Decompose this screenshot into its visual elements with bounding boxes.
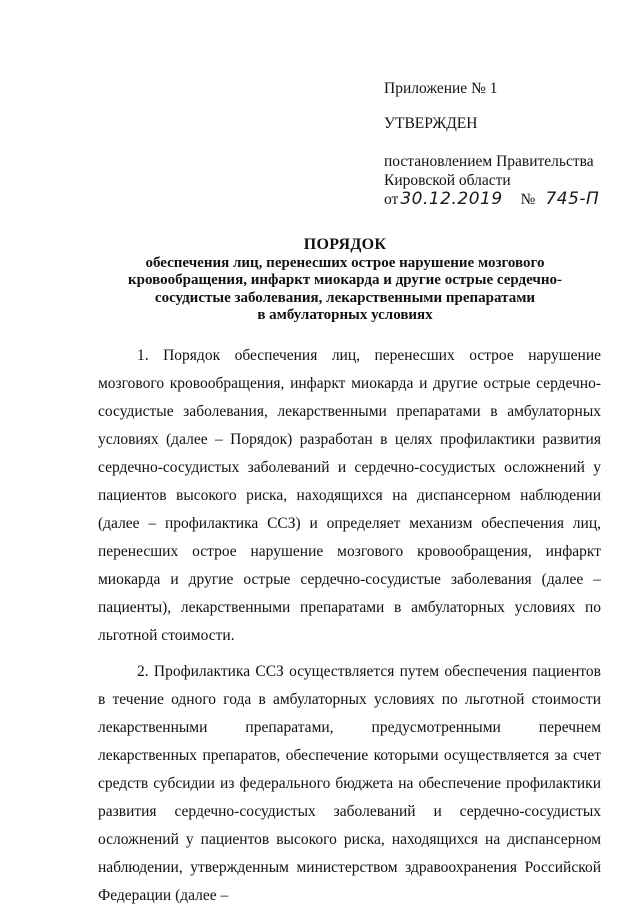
paragraph-2: 2. Профилактика ССЗ осуществляется путем обеспечения пациентов в течение одного года в амбулаторных условиях по льготной стоимости лекарственными препаратами, предусмотренными перечнем лекарственных препаратов, обеспечение которыми осуществляется за счет средств субсидии из федерального бюджета на обеспечение профилактики развития сердечно-сосудистых заболеваний и сердечно-сосудистых осложнений у пациентов высокого риска, находящихся на диспансерном наблюдении, утвержденным министерством здравоохранения Российской Федерации (далее – — [98, 663, 601, 904]
number-label: № — [520, 191, 536, 208]
approval-region-line: Кировской области — [384, 172, 511, 189]
approval-date-line — [384, 190, 624, 209]
approved-label: УТВЕРЖДЕН — [384, 115, 478, 132]
document-heading — [100, 236, 590, 325]
approval-block — [384, 79, 624, 209]
subtitle-line: сосудистые заболевания, лекарственными препаратами — [154, 289, 536, 306]
paragraph-1: 1. Порядок обеспечения лиц, перенесших острое нарушение мозгового кровообращения, инфаркт миокарда и другие острые сердечно-сосудистые заболевания, лекарственными препаратами в амбулаторных условиях (далее – Порядок) разработан в целях профилактики развития сердечно-сосудистых заболеваний и сердечно-сосудистых осложнений у пациентов высокого риска, находящихся на диспансерном наблюдении (далее – профилактика ССЗ) и определяет механизм обеспечения лиц, перенесших острое нарушение мозгового кровообращения, инфаркт миокарда и другие острые сердечно-сосудистые заболевания (далее – пациенты), лекарственными препаратами в амбулаторных условиях по льготной стоимости. — [98, 347, 601, 644]
subtitle-line: обеспечения лиц, перенесших острое нарушение мозгового — [145, 254, 545, 271]
handwritten-number: 745-П — [545, 189, 600, 209]
document-title: ПОРЯДОК — [303, 236, 387, 253]
appendix-label: Приложение № 1 — [384, 80, 498, 97]
subtitle-line: в амбулаторных условиях — [257, 307, 433, 323]
handwritten-date: 30.12.2019 — [400, 189, 503, 209]
date-prefix: от — [384, 191, 399, 208]
approval-authority-line: постановлением Правительства — [384, 153, 594, 170]
document-body — [98, 342, 601, 910]
subtitle-line: кровообращения, инфаркт миокарда и другие острые сердечно- — [128, 272, 562, 288]
